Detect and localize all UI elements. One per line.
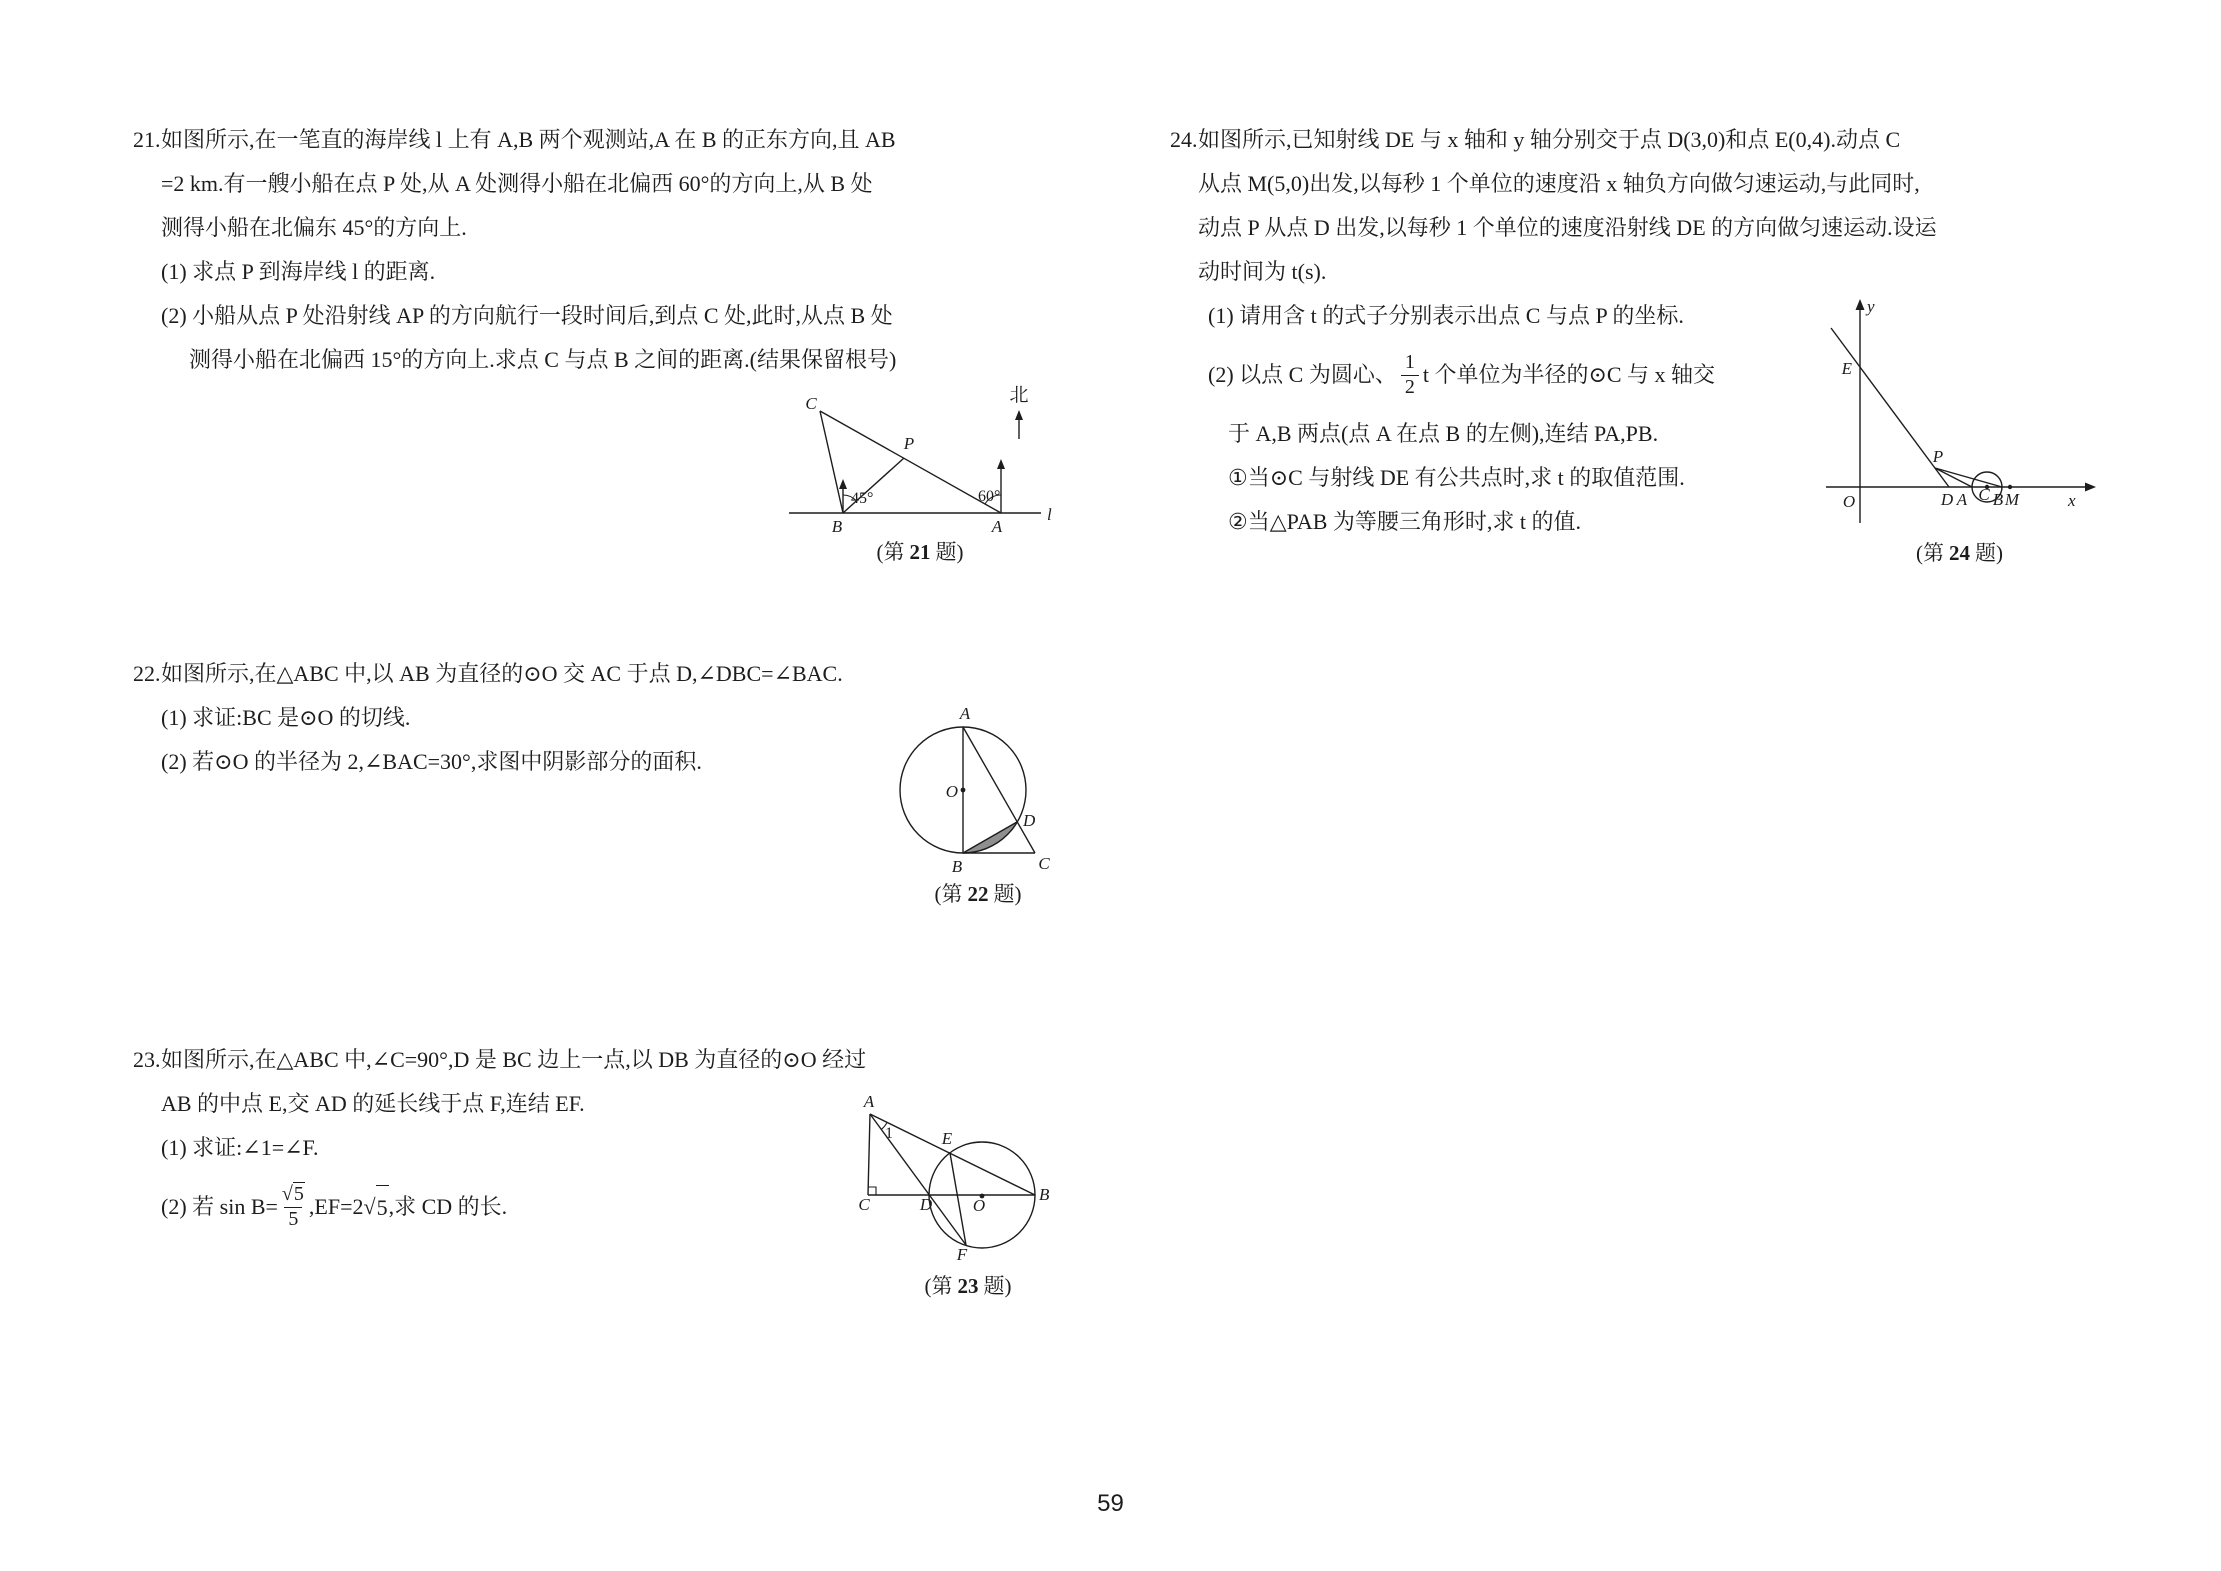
caption-post: 题) bbox=[935, 540, 964, 564]
problem-23-line-1 bbox=[133, 1038, 866, 1082]
fraction-numerator bbox=[282, 1183, 305, 1207]
label-point-E: E bbox=[941, 1129, 953, 1148]
caption-number: 23 bbox=[957, 1274, 979, 1298]
problem-21-line-2: =2 km.有一艘小船在点 P 处,从 A 处测得小船在北偏西 60°的方向上,从 B 处 bbox=[161, 171, 873, 196]
problem-24-line-2: 从点 M(5,0)出发,以每秒 1 个单位的速度沿 x 轴负方向做匀速运动,与此同时, bbox=[1198, 171, 1920, 196]
segment-CB bbox=[820, 411, 843, 513]
label-point-B: B bbox=[951, 857, 963, 876]
label-point-A: A bbox=[959, 704, 971, 723]
label-point-D: D bbox=[1023, 811, 1036, 830]
label-point-E: E bbox=[1841, 359, 1852, 378]
x-axis-arrowhead bbox=[2085, 483, 2096, 492]
figure-21-caption bbox=[775, 536, 1065, 566]
caption-pre: (第 bbox=[876, 540, 905, 564]
problem-24-subitem-2: ②当△PAB 为等腰三角形时,求 t 的值. bbox=[1228, 509, 1582, 534]
item-2-prefix: (2) 以点 C 为圆心、 bbox=[1208, 362, 1397, 387]
problem-24-item-2-cont: 于 A,B 两点(点 A 在点 B 的左侧),连结 PA,PB. bbox=[1228, 421, 1659, 446]
problem-21-line-1 bbox=[133, 118, 896, 162]
problem-21-item-2: (2) 小船从点 P 处沿射线 AP 的方向航行一段时间后,到点 C 处,此时,从点 B 处 bbox=[161, 303, 893, 328]
label-point-C: C bbox=[858, 1195, 870, 1214]
point-dot-M bbox=[2008, 485, 2012, 489]
figure-24 bbox=[1812, 285, 2107, 535]
label-point-C: C bbox=[1038, 854, 1050, 873]
label-point-M: M bbox=[2004, 490, 2020, 509]
right-angle-mark-C bbox=[868, 1187, 876, 1195]
problem-21-number: 21. bbox=[133, 127, 161, 152]
problem-24-line-3: 动点 P 从点 D 出发,以每秒 1 个单位的速度沿射线 DE 的方向做匀速运动.设运 bbox=[1198, 215, 1937, 240]
label-point-B: B bbox=[831, 517, 843, 536]
label-point-D: D bbox=[1940, 490, 1954, 509]
label-point-C: C bbox=[805, 394, 817, 413]
center-dot-O bbox=[961, 788, 966, 793]
label-origin-O: O bbox=[1842, 492, 1856, 511]
problem-24-subitem-1: ①当⊙C 与射线 DE 有公共点时,求 t 的取值范围. bbox=[1228, 465, 1685, 490]
label-point-A: A bbox=[1956, 490, 1968, 509]
radicand: 5 bbox=[293, 1182, 304, 1205]
problem-22-number: 22. bbox=[133, 661, 161, 686]
label-point-D: D bbox=[919, 1195, 933, 1214]
caption-number: 24 bbox=[1949, 541, 1970, 565]
problem-23-item-2 bbox=[133, 1170, 866, 1244]
figure-22 bbox=[868, 692, 1088, 884]
ray-DE bbox=[1831, 328, 1949, 487]
problem-21-line-3: 测得小船在北偏东 45°的方向上. bbox=[161, 215, 467, 240]
figure-22-caption bbox=[868, 878, 1088, 908]
problem-21-text: 如图所示,在一笔直的海岸线 l 上有 A,B 两个观测站,A 在 B 的正东方向,且 AB bbox=[161, 127, 896, 152]
problem-24-line-1 bbox=[1170, 118, 1937, 162]
problem-22-item-2: (2) 若⊙O 的半径为 2,∠BAC=30°,求图中阴影部分的面积. bbox=[161, 749, 702, 774]
item-2-suffix: t 个单位为半径的⊙C 与 x 轴交 bbox=[1422, 362, 1716, 387]
item-2-mid: ,EF=2 bbox=[308, 1194, 364, 1219]
item-2-suffix: ,求 CD 的长. bbox=[388, 1194, 508, 1219]
item-2-prefix: (2) 若 sin B= bbox=[161, 1194, 278, 1219]
segment-AEB bbox=[870, 1114, 1035, 1195]
label-center-O: O bbox=[945, 782, 958, 801]
chord-BD bbox=[963, 822, 1017, 853]
problem-21 bbox=[133, 118, 896, 382]
figure-23 bbox=[838, 1092, 1098, 1270]
problem-21-item-2-cont: 测得小船在北偏西 15°的方向上.求点 C 与点 B 之间的距离.(结果保留根号) bbox=[189, 347, 897, 372]
y-axis-arrowhead bbox=[1856, 299, 1865, 310]
figure-24-caption bbox=[1812, 537, 2107, 567]
label-point-B: B bbox=[1992, 490, 2004, 509]
page-number: 59 bbox=[1097, 1490, 1124, 1517]
north-arrowhead-A bbox=[997, 459, 1005, 469]
label-point-P: P bbox=[903, 434, 915, 453]
label-point-B: B bbox=[1039, 1185, 1050, 1204]
label-point-A: A bbox=[991, 517, 1003, 536]
north-arrowhead-B bbox=[839, 479, 847, 489]
label-point-F: F bbox=[956, 1245, 968, 1264]
label-point-A: A bbox=[863, 1092, 875, 1111]
problem-24-number: 24. bbox=[1170, 127, 1198, 152]
sqrt-sign-2: √ bbox=[363, 1194, 376, 1219]
chord-EF bbox=[950, 1153, 966, 1245]
problem-21-item-1: (1) 求点 P 到海岸线 l 的距离. bbox=[161, 259, 436, 284]
label-angle-60: 60° bbox=[978, 488, 1001, 505]
label-north: 北 bbox=[1009, 385, 1029, 406]
caption-pre: (第 bbox=[924, 1274, 953, 1298]
problem-24-line-4: 动时间为 t(s). bbox=[1198, 259, 1327, 284]
problem-24-item-1: (1) 请用含 t 的式子分别表示出点 C 与点 P 的坐标. bbox=[1208, 303, 1684, 328]
caption-post: 题) bbox=[983, 1274, 1012, 1298]
label-y-axis: y bbox=[1867, 297, 1875, 316]
problem-22-line-1 bbox=[133, 652, 843, 696]
caption-number: 22 bbox=[967, 882, 989, 906]
label-point-P: P bbox=[1932, 447, 1944, 466]
fraction-denominator: 2 bbox=[1401, 375, 1419, 400]
segment-CPA bbox=[820, 411, 1001, 513]
problem-23-number: 23. bbox=[133, 1047, 161, 1072]
radicand-2: 5 bbox=[376, 1185, 389, 1230]
problem-23 bbox=[133, 1038, 866, 1244]
figure-21 bbox=[775, 383, 1065, 535]
label-point-C: C bbox=[1978, 485, 1990, 504]
problem-23-item-1: (1) 求证:∠1=∠F. bbox=[161, 1135, 319, 1160]
problem-23-text: 如图所示,在△ABC 中,∠C=90°,D 是 BC 边上一点,以 DB 为直径的⊙O 经过 bbox=[161, 1047, 867, 1072]
problem-24-text: 如图所示,已知射线 DE 与 x 轴和 y 轴分别交于点 D(3,0)和点 E(0,4).动点 C bbox=[1198, 127, 1901, 152]
problem-22-text: 如图所示,在△ABC 中,以 AB 为直径的⊙O 交 AC 于点 D,∠DBC=∠BAC. bbox=[161, 661, 843, 686]
fraction-1-over-2 bbox=[1401, 351, 1419, 399]
problem-22-item-1: (1) 求证:BC 是⊙O 的切线. bbox=[161, 705, 411, 730]
problem-23-line-2: AB 的中点 E,交 AD 的延长线于点 F,连结 EF. bbox=[161, 1091, 585, 1116]
problem-22 bbox=[133, 652, 843, 784]
caption-number: 21 bbox=[909, 540, 931, 564]
compass-arrowhead bbox=[1015, 410, 1023, 420]
label-angle-1: 1 bbox=[885, 1125, 893, 1142]
caption-post: 题) bbox=[1975, 541, 2003, 565]
fraction-denominator: 5 bbox=[284, 1207, 302, 1232]
caption-pre: (第 bbox=[934, 882, 963, 906]
segment-PB bbox=[1935, 468, 2002, 487]
fraction-numerator: 1 bbox=[1404, 350, 1415, 373]
fraction-sqrt5-over-5 bbox=[282, 1183, 305, 1231]
label-line-l: l bbox=[1047, 505, 1052, 524]
caption-pre: (第 bbox=[1916, 541, 1944, 565]
segment-AC bbox=[868, 1114, 870, 1195]
label-angle-45: 45° bbox=[851, 490, 874, 507]
label-x-axis: x bbox=[2068, 491, 2076, 510]
caption-post: 题) bbox=[993, 882, 1022, 906]
figure-23-caption bbox=[838, 1270, 1098, 1300]
label-center-O: O bbox=[972, 1196, 986, 1215]
sqrt-sign: √ bbox=[281, 1182, 293, 1205]
